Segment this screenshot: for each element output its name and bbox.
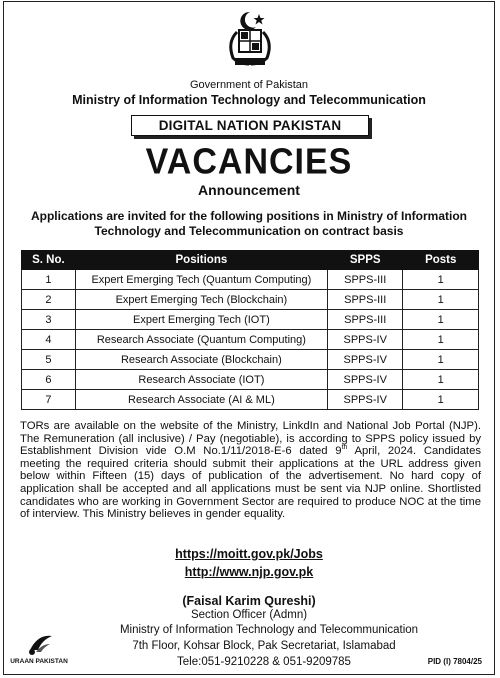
- cell-position: Research Associate (IOT): [75, 370, 327, 390]
- cell-spps: SPPS-IV: [327, 350, 403, 370]
- table-row: [22, 350, 479, 370]
- cell-spps: SPPS-III: [327, 270, 403, 290]
- column-header-sno: S. No.: [22, 251, 76, 270]
- cell-sno: 5: [22, 350, 76, 370]
- government-line: Government of Pakistan: [189, 79, 308, 91]
- cell-sno: 1: [22, 270, 76, 290]
- signatory-phone: Tele:051-9210228 & 051-9209785: [177, 656, 351, 668]
- state-emblem-icon: [219, 8, 281, 70]
- cell-spps: SPPS-III: [327, 290, 403, 310]
- cell-position: Research Associate (AI & ML): [75, 390, 327, 410]
- cell-posts: 1: [403, 290, 479, 310]
- signatory-designation: Section Officer (Admn): [190, 609, 308, 621]
- column-header-posts: Posts: [403, 251, 479, 270]
- moitt-jobs-link[interactable]: https://moitt.gov.pk/Jobs: [175, 547, 323, 561]
- cell-position: Research Associate (Quantum Computing): [75, 330, 327, 350]
- njp-link[interactable]: http://www.njp.gov.pk: [184, 565, 314, 579]
- cell-spps: SPPS-IV: [327, 390, 403, 410]
- cell-sno: 4: [22, 330, 76, 350]
- signatory-address: 7th Floor, Kohsar Block, Pak Secretariat, Islamabad: [132, 640, 396, 652]
- cell-position: Research Associate (Blockchain): [75, 350, 327, 370]
- column-header-spps: SPPS: [327, 251, 403, 270]
- cell-sno: 6: [22, 370, 76, 390]
- cell-spps: SPPS-III: [327, 310, 403, 330]
- cell-posts: 1: [403, 370, 479, 390]
- positions-table: [21, 250, 479, 410]
- cell-posts: 1: [403, 310, 479, 330]
- signatory-name: (Faisal Karim Qureshi): [182, 594, 316, 608]
- cell-posts: 1: [403, 270, 479, 290]
- cell-sno: 2: [22, 290, 76, 310]
- cell-position: Expert Emerging Tech (IOT): [75, 310, 327, 330]
- table-header-row: [22, 251, 479, 270]
- page-subtitle: Announcement: [198, 182, 300, 198]
- logo-text: URAAN PAKISTAN: [10, 658, 68, 665]
- terms-text-part1: TORs are available on the website of the Ministry, LinkdIn and National Job Portal (NJP). The Remuneration (all inclusive) / Pay (negotiable), is according to SPPS policy issued by Establishment Division vide O.M No.1/11/2018-E-6 dated 9: [20, 420, 481, 458]
- table-row: [22, 270, 479, 290]
- column-header-positions: Positions: [75, 251, 327, 270]
- cell-posts: 1: [403, 390, 479, 410]
- cell-posts: 1: [403, 330, 479, 350]
- terms-text-part2: April, 2024. Candidates meeting the required criteria should submit their applications at the URL address given below within Fifteen (15) days of publication of the advertisement. No hard copy of application shall be accepted and all applications must be sent via NJP online. Shortlisted candidates who are working in Government Sector are required to produce NOC at the time of interview. This Ministry believes in gender equality.: [20, 445, 481, 521]
- terms-superscript: th: [341, 444, 348, 452]
- signatory-ministry: Ministry of Information Technology and Telecommunication: [119, 624, 419, 636]
- table-row: [22, 390, 479, 410]
- pid-number: PID (I) 7804/25: [427, 657, 482, 666]
- cell-spps: SPPS-IV: [327, 370, 403, 390]
- terms-paragraph: [20, 420, 481, 521]
- table-row: [22, 370, 479, 390]
- table-row: [22, 310, 479, 330]
- cell-spps: SPPS-IV: [327, 330, 403, 350]
- cell-posts: 1: [403, 350, 479, 370]
- cell-position: Expert Emerging Tech (Blockchain): [75, 290, 327, 310]
- uraan-pakistan-logo-icon: [10, 630, 68, 670]
- cell-sno: 7: [22, 390, 76, 410]
- program-banner: DIGITAL NATION PAKISTAN: [131, 115, 369, 136]
- page-title: VACANCIES: [145, 142, 353, 182]
- cell-position: Expert Emerging Tech (Quantum Computing): [75, 270, 327, 290]
- advertisement-page: [3, 1, 495, 675]
- table-row: [22, 290, 479, 310]
- intro-text: Applications are invited for the following positions in Ministry of Information Technology and Telecommunication on contract basis: [30, 209, 467, 238]
- cell-sno: 3: [22, 310, 76, 330]
- table-row: [22, 330, 479, 350]
- ministry-heading: Ministry of Information Technology and Telecommunication: [72, 93, 426, 107]
